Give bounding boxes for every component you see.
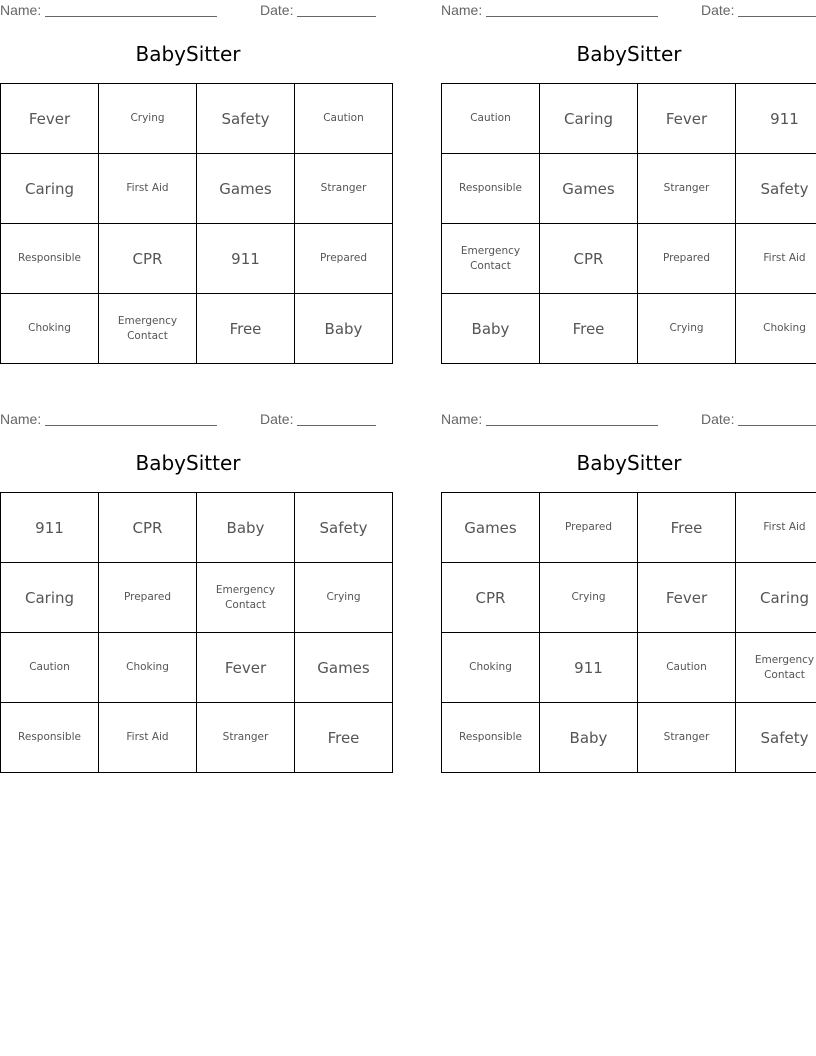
bingo-grid [0, 83, 393, 364]
bingo-cell: Baby [295, 294, 393, 364]
bingo-cell: Safety [197, 84, 295, 154]
grid-row [442, 84, 816, 154]
bingo-cell: Free [638, 493, 736, 563]
card-header [0, 0, 376, 20]
bingo-cell: Responsible [1, 224, 99, 294]
grid-row [1, 703, 393, 773]
bingo-cell: Prepared [638, 224, 736, 294]
bingo-cell: CPR [99, 493, 197, 563]
grid-row [1, 154, 393, 224]
bingo-cell: Prepared [295, 224, 393, 294]
grid-row [442, 493, 816, 563]
bingo-cell: Choking [1, 294, 99, 364]
bingo-cell: Caution [295, 84, 393, 154]
bingo-cell: Safety [736, 703, 816, 773]
card-title: BabySitter [135, 42, 241, 66]
bingo-cell: 911 [540, 633, 638, 703]
name-blank-line [45, 425, 217, 426]
name-label: Name: [441, 2, 483, 18]
bingo-cell: Baby [442, 294, 540, 364]
bingo-cell: Crying [295, 563, 393, 633]
bingo-cell: Games [442, 493, 540, 563]
grid-row [1, 224, 393, 294]
bingo-cell: First Aid [99, 154, 197, 224]
bingo-cell: Crying [99, 84, 197, 154]
bingo-cell: Caring [1, 563, 99, 633]
date-blank-line [297, 16, 376, 17]
card-header [0, 409, 376, 429]
date-blank-line [738, 16, 816, 17]
bingo-cell: Responsible [442, 703, 540, 773]
bingo-cell: Prepared [540, 493, 638, 563]
grid-row [442, 703, 816, 773]
name-label: Name: [0, 411, 42, 427]
bingo-cell: Emergency Contact [197, 563, 295, 633]
date-blank-line [738, 425, 816, 426]
bingo-cell: Games [197, 154, 295, 224]
card-title: BabySitter [576, 451, 682, 475]
grid-row [442, 563, 816, 633]
bingo-cell: Caution [638, 633, 736, 703]
bingo-cell: 911 [736, 84, 816, 154]
bingo-cell: Emergency Contact [442, 224, 540, 294]
bingo-cell: Responsible [442, 154, 540, 224]
bingo-cell: Free [540, 294, 638, 364]
grid-row [1, 493, 393, 563]
bingo-cell: Free [295, 703, 393, 773]
name-label: Name: [441, 411, 483, 427]
bingo-cell: Games [295, 633, 393, 703]
grid-row [1, 84, 393, 154]
bingo-cell: First Aid [736, 224, 816, 294]
bingo-cell: CPR [99, 224, 197, 294]
grid-row [1, 633, 393, 703]
name-blank-line [486, 425, 658, 426]
card-header [441, 409, 816, 429]
bingo-cell: Crying [540, 563, 638, 633]
name-blank-line [45, 16, 217, 17]
bingo-cell: Choking [442, 633, 540, 703]
card-header [441, 0, 816, 20]
bingo-cell: CPR [442, 563, 540, 633]
bingo-cell: Baby [197, 493, 295, 563]
bingo-cell: Prepared [99, 563, 197, 633]
date-label: Date: [701, 411, 735, 427]
bingo-cell: Caring [1, 154, 99, 224]
bingo-cell: Safety [736, 154, 816, 224]
bingo-cell: Stranger [638, 154, 736, 224]
grid-row [1, 294, 393, 364]
date-blank-line [297, 425, 376, 426]
date-label: Date: [701, 2, 735, 18]
bingo-cell: Fever [638, 563, 736, 633]
bingo-cell: Safety [295, 493, 393, 563]
bingo-cell: Crying [638, 294, 736, 364]
grid-row [442, 633, 816, 703]
card-title: BabySitter [135, 451, 241, 475]
grid-row [442, 154, 816, 224]
grid-row [442, 294, 816, 364]
bingo-cell: Caution [442, 84, 540, 154]
bingo-grid [0, 492, 393, 773]
bingo-cell: Emergency Contact [99, 294, 197, 364]
bingo-cell: CPR [540, 224, 638, 294]
grid-row [1, 563, 393, 633]
bingo-cell: Stranger [295, 154, 393, 224]
card-title: BabySitter [576, 42, 682, 66]
date-label: Date: [260, 2, 294, 18]
date-label: Date: [260, 411, 294, 427]
bingo-cell: First Aid [99, 703, 197, 773]
bingo-cell: First Aid [736, 493, 816, 563]
bingo-cell: Emergency Contact [736, 633, 816, 703]
grid-row [442, 224, 816, 294]
bingo-cell: Fever [1, 84, 99, 154]
bingo-cell: Games [540, 154, 638, 224]
bingo-grid [441, 83, 816, 364]
bingo-cell: Caring [540, 84, 638, 154]
bingo-grid [441, 492, 816, 773]
bingo-cell: 911 [197, 224, 295, 294]
bingo-cell: Stranger [638, 703, 736, 773]
bingo-cell: Caring [736, 563, 816, 633]
name-label: Name: [0, 2, 42, 18]
bingo-cell: Free [197, 294, 295, 364]
bingo-cell: Choking [736, 294, 816, 364]
bingo-cell: Choking [99, 633, 197, 703]
bingo-cell: Caution [1, 633, 99, 703]
bingo-cell: 911 [1, 493, 99, 563]
bingo-cell: Baby [540, 703, 638, 773]
bingo-cell: Fever [638, 84, 736, 154]
bingo-cell: Stranger [197, 703, 295, 773]
bingo-cell: Responsible [1, 703, 99, 773]
bingo-cell: Fever [197, 633, 295, 703]
name-blank-line [486, 16, 658, 17]
